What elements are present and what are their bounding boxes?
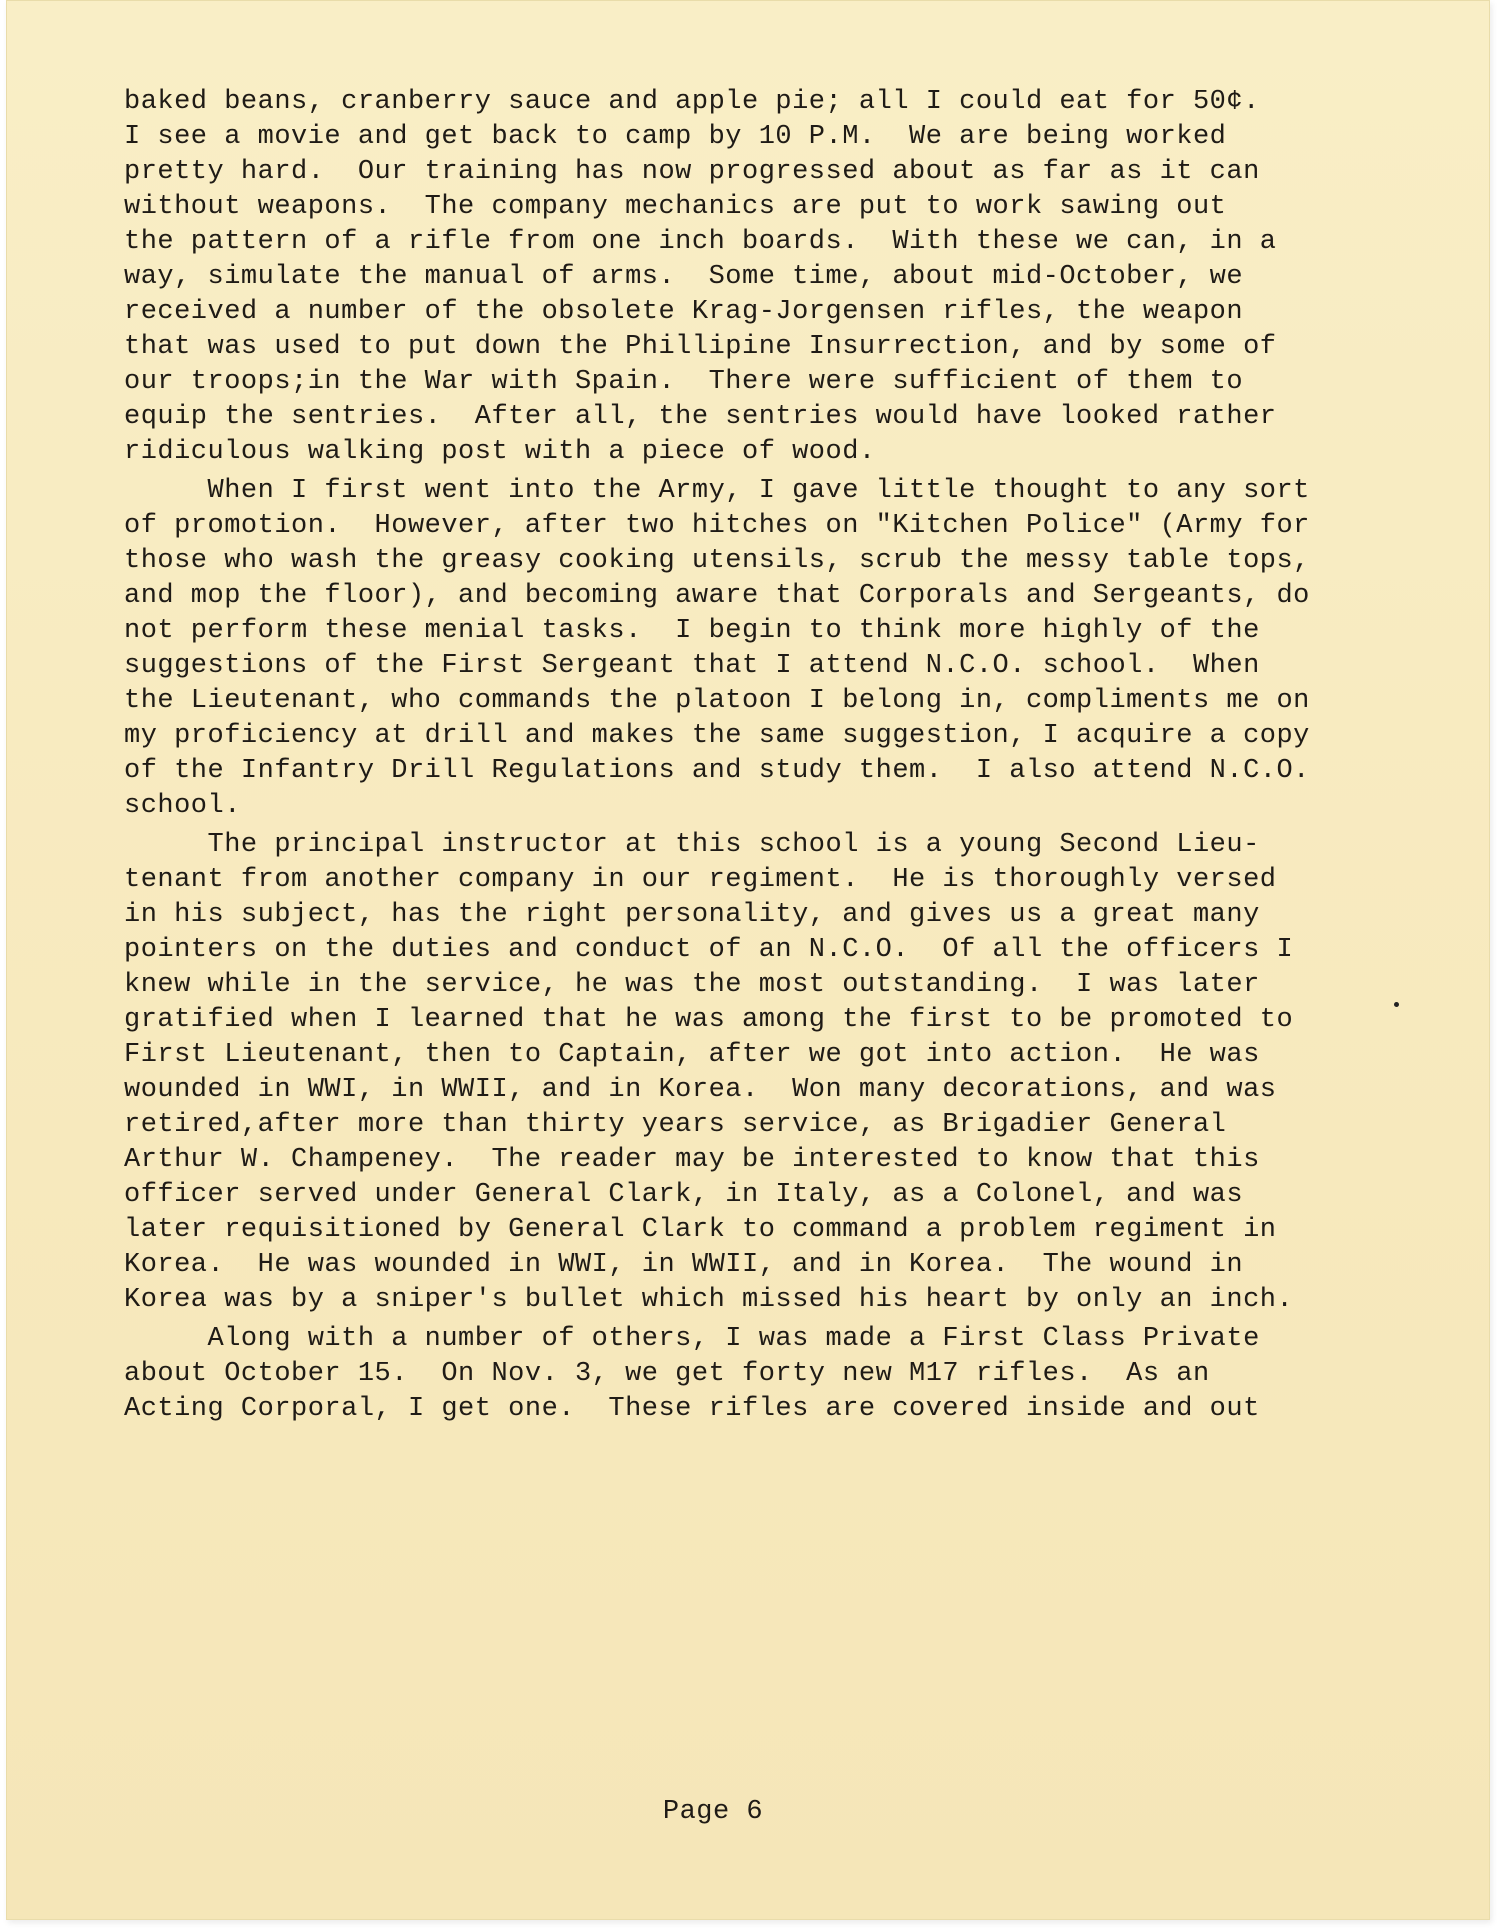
text-line: my proficiency at drill and makes the same suggestion, I acquire a copy	[124, 721, 1310, 751]
text-line: the Lieutenant, who commands the platoon I belong in, compliments me on	[124, 686, 1310, 716]
text-line: about October 15. On Nov. 3, we get forty new M17 rifles. As an	[124, 1359, 1210, 1389]
page-number: Page 6	[662, 1797, 764, 1827]
text-line: Along with a number of others, I was made a First Class Private	[124, 1324, 1260, 1354]
text-line: The principal instructor at this school is a young Second Lieu-	[124, 830, 1260, 860]
text-line: ridiculous walking post with a piece of wood.	[124, 437, 876, 467]
text-line: When I first went into the Army, I gave little thought to any sort	[124, 476, 1310, 506]
text-line: our troops;in the War with Spain. There were sufficient of them to	[124, 367, 1244, 397]
text-line: retired,after more than thirty years service, as Brigadier General	[124, 1110, 1227, 1140]
text-line: baked beans, cranberry sauce and apple pie; all I could eat for 50¢.	[124, 87, 1260, 117]
text-line: gratified when I learned that he was among the first to be promoted to	[124, 1005, 1294, 1035]
text-line: pretty hard. Our training has now progressed about as far as it can	[124, 157, 1260, 187]
page-body-text	[124, 84, 1414, 1424]
text-line: officer served under General Clark, in Italy, as a Colonel, and was	[124, 1180, 1244, 1210]
text-line: suggestions of the First Sergeant that I attend N.C.O. school. When	[124, 651, 1260, 681]
text-line: and mop the floor), and becoming aware that Corporals and Sergeants, do	[124, 581, 1310, 611]
text-line: without weapons. The company mechanics are put to work sawing out	[124, 192, 1227, 222]
text-line: in his subject, has the right personality, and gives us a great many	[124, 900, 1260, 930]
text-line: later requisitioned by General Clark to command a problem regiment in	[124, 1215, 1277, 1245]
text-line: pointers on the duties and conduct of an N.C.O. Of all the officers I	[124, 935, 1294, 965]
ink-speck	[1394, 1002, 1399, 1007]
text-line: Korea. He was wounded in WWI, in WWII, and in Korea. The wound in	[124, 1250, 1244, 1280]
text-line: Acting Corporal, I get one. These rifles are covered inside and out	[124, 1394, 1260, 1424]
text-line: Arthur W. Champeney. The reader may be interested to know that this	[124, 1145, 1260, 1175]
text-line: tenant from another company in our regiment. He is thoroughly versed	[124, 865, 1277, 895]
text-line: of the Infantry Drill Regulations and study them. I also attend N.C.O.	[124, 756, 1310, 786]
text-line: way, simulate the manual of arms. Some time, about mid-October, we	[124, 262, 1244, 292]
text-line: I see a movie and get back to camp by 10 P.M. We are being worked	[124, 122, 1227, 152]
text-line: First Lieutenant, then to Captain, after we got into action. He was	[124, 1040, 1260, 1070]
text-line: Korea was by a sniper's bullet which missed his heart by only an inch.	[124, 1285, 1294, 1315]
text-line: that was used to put down the Phillipine Insurrection, and by some of	[124, 332, 1277, 362]
text-line: wounded in WWI, in WWII, and in Korea. Won many decorations, and was	[124, 1075, 1277, 1105]
text-line: those who wash the greasy cooking utensils, scrub the messy table tops,	[124, 546, 1310, 576]
text-line: of promotion. However, after two hitches on "Kitchen Police" (Army for	[124, 511, 1310, 541]
text-line: school.	[124, 791, 241, 821]
text-line: equip the sentries. After all, the sentries would have looked rather	[124, 402, 1277, 432]
typewritten-page	[6, 0, 1490, 1920]
text-line: not perform these menial tasks. I begin to think more highly of the	[124, 616, 1260, 646]
text-line: received a number of the obsolete Krag-Jorgensen rifles, the weapon	[124, 297, 1244, 327]
text-line: the pattern of a rifle from one inch boards. With these we can, in a	[124, 227, 1277, 257]
text-line: knew while in the service, he was the most outstanding. I was later	[124, 970, 1260, 1000]
